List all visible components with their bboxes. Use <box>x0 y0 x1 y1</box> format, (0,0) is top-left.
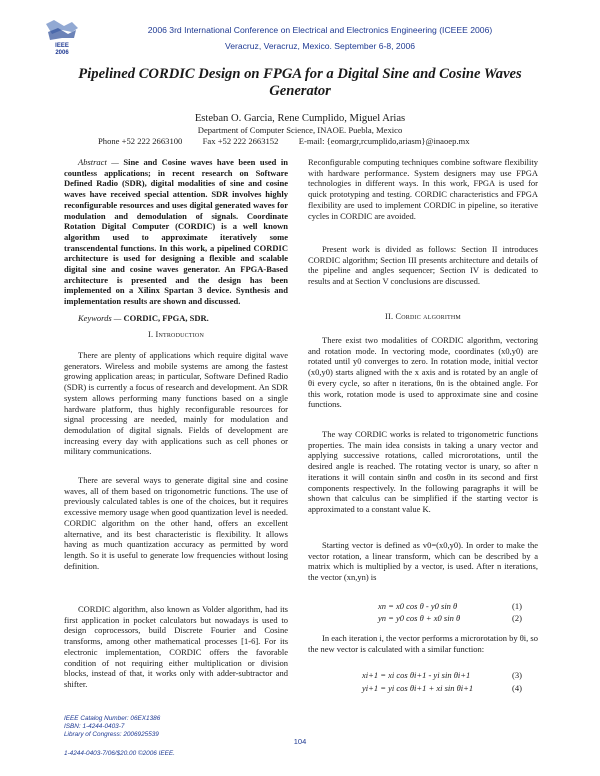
paragraph <box>64 604 288 690</box>
logo-text-line2: 2006 <box>55 50 69 56</box>
equation-2-number: (2) <box>512 613 522 623</box>
abstract-label: Abstract — <box>78 157 119 167</box>
paragraph <box>308 244 538 287</box>
intro-paragraph-2: There are several ways to generate digital sine and cosine waves, all of them based on trigonometric functions. The use of previously calculated tables is one of the choices, but it requires excessive memory usage when good quantization level is needed. CORDIC algorithm on the other hand, offers an excellent alternative, and its best characteristic is flexibility. It allows having as much quantization accuracy as permitted by word length. So it is useful to generate low frequencies without losing definition. <box>64 475 288 571</box>
paragraph <box>64 475 288 571</box>
right-paragraph-3: There exist two modalities of CORDIC algorithm, vectoring and rotation mode. In vectoring mode, coordinates (x0,y0) are rotated until y0 converges to zero. In rotation mode, initial vector (x0,y0) starts aligned with the x axis and is rotated by an angle of θi every cycle, so after n iterations, θn is the obtained angle. For this work, rotation mode is used to approximate sine and cosine functions. <box>308 335 538 410</box>
contact-line <box>98 136 558 146</box>
equation-2: yn = y0 cos θ + x0 sin θ <box>378 613 461 623</box>
paragraph <box>308 633 538 654</box>
paragraph <box>308 157 538 221</box>
equation-3: xi+1 = xi cos θi+1 - yi sin θi+1 <box>362 670 471 680</box>
logo-graphic <box>42 18 82 56</box>
copyright: 1-4244-0403-7/06/$20.00 ©2006 IEEE. <box>64 750 175 757</box>
right-paragraph-4: The way CORDIC works is related to trigonometric functions properties. The main idea consists in taking a unary vector and applying successive rotations, called microrotations, until the desired angle is reached. The rotating vector is unary, so after n iterations it will contain sinθn and cosθn in its second and first components respectively. In the following paragraphs it will be shown that calculus can be simplified if the starting vector is approximated to a constant value K. <box>308 429 538 514</box>
fax: Fax +52 222 2663152 <box>202 136 279 146</box>
conference-header: 2006 3rd International Conference on Electrical and Electronics Engineering (ICEEE 2006) <box>147 25 493 35</box>
equation-3-number: (3) <box>512 670 522 680</box>
page-number: 104 <box>293 737 307 746</box>
email[interactable]: E-mail: {eomargr,rcumplido,ariasm}@inaoep.mx <box>298 136 470 146</box>
intro-paragraph-1: There are plenty of applications which require digital wave generators. Wireless and mobile systems are among the fastest growing application areas; in particular, Software Defined Radio (SDR) is currently a focus of research and development. An SDR system allows performing many functions based on a single hardware platform, thus highly reconfigurable resources for signal processing are needed, mainly for modulation and demodulation of digital signals. Fields of development are increasing every day with applications such as cell phones or military communications. <box>64 350 288 457</box>
abstract <box>64 157 288 307</box>
conference-location: Veracruz, Veracruz, Mexico. September 6-8, 2006 <box>224 41 416 51</box>
section-heading-cordic: II. Cordic algorithm <box>385 312 461 321</box>
intro-paragraph-3: CORDIC algorithm, also known as Volder algorithm, had its first application in pocket calculators but nowadays is used to design coprocessors, build Discrete Fourier and Cosine transforms, among other mathematical processes [1-6]. For its electronic implementation, CORDIC offers the favorable condition of not requiring either multiplication or division blocks, instead of that, it works only with adder-subtractor and shifter. <box>64 604 288 689</box>
equation-4-number: (4) <box>512 683 522 693</box>
catalog-number: IEEE Catalog Number: 06EX1386 <box>64 715 161 722</box>
keywords <box>64 313 288 324</box>
abstract-text: Sine and Cosine waves have been used in countless applications; in recent research on Software Defined Radio (SDR), digital modalities of sine and cosine waves have received special attention. SDR involves highly reconfigurable resources and uses digital generated waves for modulation and demodulation of signals. Coordinate Rotation Digital Computer (CORDIC) is a well known algorithm used to approximate iteratively some transcendental functions. In this work, a pipelined CORDIC architecture is used for designing a flexible and scalable digital sine and cosine waves generator. An FPGA-Based architecture is presented and the design has been implemented on a Xilinx Spartan 3 device. Synthesis and implementation results are shown and discussed. <box>64 157 288 307</box>
footer-info <box>64 715 264 740</box>
paragraph <box>64 350 288 457</box>
ieee-2006-logo <box>42 18 82 56</box>
equation-1: xn = x0 cos θ - y0 sin θ <box>378 601 458 611</box>
equation-4: yi+1 = yi cos θi+1 + xi sin θi+1 <box>362 683 474 693</box>
right-paragraph-6: In each iteration i, the vector performs a microrotation by θi, so the new vector is calculated with a similar function: <box>308 633 538 654</box>
paragraph <box>308 335 538 410</box>
phone: Phone +52 222 2663100 <box>98 136 183 146</box>
equation-1-number: (1) <box>512 601 522 611</box>
right-paragraph-2: Present work is divided as follows: Section II introduces CORDIC algorithm; Section III presents architecture and details of the pipeline and angles sequencer; Section IV is dedicated to results and at Section V conclusions are discussed. <box>308 244 538 287</box>
isbn: ISBN: 1-4244-0403-7 <box>64 723 125 731</box>
authors: Esteban O. Garcia, Rene Cumplido, Miguel Arias <box>194 113 406 124</box>
logo-text-line1: IEEE <box>55 43 69 49</box>
keywords-text: CORDIC, FPGA, SDR. <box>123 313 209 323</box>
keywords-label: Keywords — <box>78 313 122 323</box>
paragraph <box>308 540 538 583</box>
paper-title: Pipelined CORDIC Design on FPGA for a Digital Sine and Cosine Waves Generator <box>78 66 522 99</box>
right-paragraph-5: Starting vector is defined as v0=(x0,y0). In order to make the vector rotation, a linear transform, which can be described by a matrix which is multiplied by a vector, is used. After n iterations, the vector (xn,yn) is <box>308 540 538 583</box>
section-heading-introduction: I. Introduction <box>147 330 204 339</box>
library-of-congress: Library of Congress: 2006925539 <box>64 731 159 739</box>
affiliation: Department of Computer Science, INAOE. Puebla, Mexico <box>197 125 403 135</box>
paragraph <box>308 429 538 515</box>
right-paragraph-1: Reconfigurable computing techniques combine software flexibility with hardware performance. System designers may use FPGA technologies in different ways. In this work, FPGA is used for quick prototyping and testing. CORDIC characteristics and FPGA flexibility are used to implement CORDIC in pipeline, so iterative cycles in CORDIC are avoided. <box>308 157 538 221</box>
